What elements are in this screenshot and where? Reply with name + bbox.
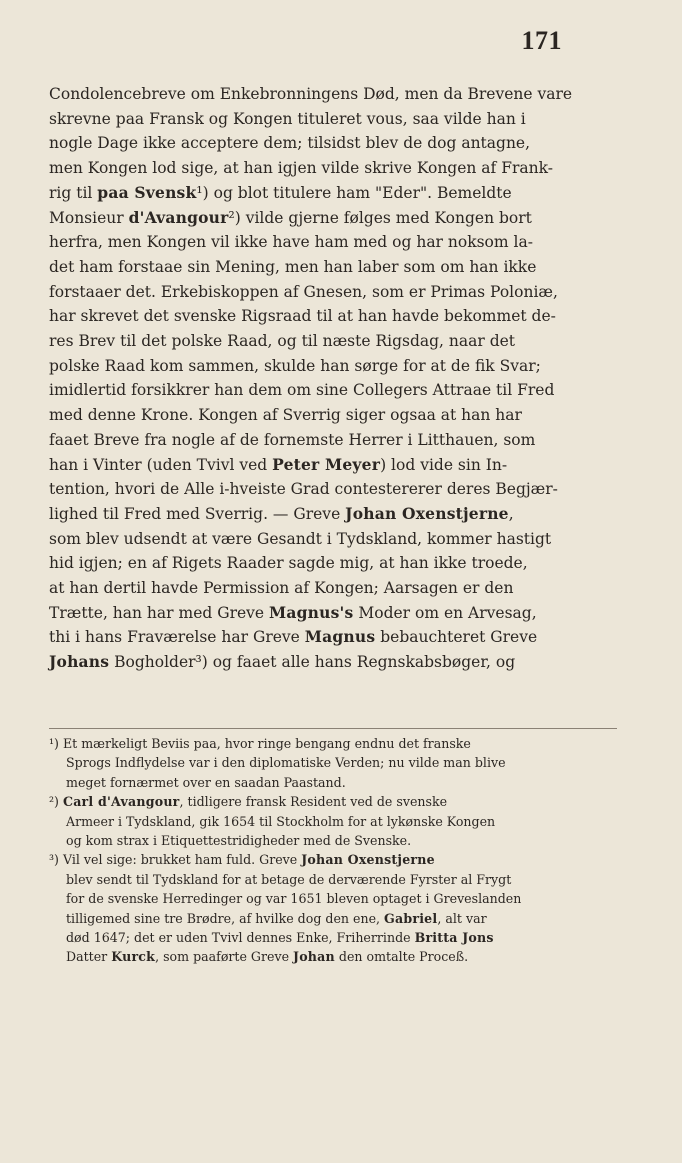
- text-run: Bogholder³) og faaet alle hans Regnskabsbøger, og: [109, 653, 516, 672]
- spaced-name: Magnus's: [269, 602, 354, 622]
- body-line: [49, 181, 617, 206]
- body-line: [49, 650, 617, 675]
- text-run: ³) Vil vel sige: brukket ham fuld. Greve: [49, 852, 302, 868]
- text-run: ²) vilde gjerne følges med Kongen bort: [228, 208, 532, 227]
- body-line: [49, 576, 617, 601]
- body-line: [49, 255, 617, 280]
- footnote-line: [49, 831, 617, 850]
- text-run: herfra, men Kongen vil ikke have ham med og har noksom la-: [49, 233, 533, 252]
- text-run: Trætte, han har med Greve: [49, 603, 270, 622]
- footnote-line: [49, 909, 617, 928]
- body-line: [49, 131, 617, 156]
- footnote-line: [49, 889, 617, 908]
- spaced-name: Kurck: [111, 949, 156, 965]
- text-run: den omtalte Proceß.: [334, 949, 469, 965]
- text-run: ²): [49, 794, 63, 810]
- text-run: ¹) Et mærkeligt Beviis paa, hvor ringe bengang endnu det franske: [49, 736, 471, 751]
- text-run: tilligemed sine tre Brødre, af hvilke dog den ene,: [66, 910, 385, 926]
- footnotes: [49, 734, 617, 967]
- text-run: ,: [508, 504, 514, 523]
- text-run: imidlertid forsikkrer han dem om sine Collegers Attraae til Fred: [49, 381, 555, 400]
- text-run: ¹) og blot titulere ham "Eder". Bemeldte: [196, 183, 512, 202]
- text-run: Armeer i Tydskland, gik 1654 til Stockholm for at lykønske Kongen: [66, 813, 496, 829]
- text-run: lighed til Fred med Sverrig. — Greve: [49, 504, 346, 523]
- text-run: tention, hvori de Alle i-hveiste Grad contestererer deres Begjær-: [49, 480, 558, 499]
- text-run: bebauchteret Greve: [375, 628, 538, 647]
- page-number: 171: [521, 26, 562, 55]
- text-run: han i Vinter (uden Tvivl ved: [49, 455, 273, 474]
- text-run: det ham forstaae sin Mening, men han laber som om han ikke: [49, 257, 537, 276]
- text-run: , alt var: [437, 910, 487, 926]
- spaced-name: Britta Jons: [414, 930, 494, 946]
- text-run: med denne Krone. Kongen af Sverrig siger ogsaa at han har: [49, 406, 522, 425]
- body-line: [49, 280, 617, 305]
- body-line: [49, 156, 617, 181]
- footnote-line: [49, 773, 617, 792]
- spaced-name: paa Svensk: [97, 182, 197, 202]
- spaced-name: Magnus: [304, 627, 376, 647]
- body-line: [49, 403, 617, 428]
- body-line: [49, 502, 617, 527]
- text-run: skrevne paa Fransk og Kongen tituleret vous, saa vilde han i: [49, 109, 526, 128]
- text-run: hid igjen; en af Rigets Raader sagde mig, at han ikke troede,: [49, 554, 528, 573]
- spaced-name: Johan Oxenstjerne: [301, 852, 435, 868]
- footnote-line: [49, 870, 617, 889]
- spaced-name: Johan Oxenstjerne: [345, 503, 509, 523]
- text-run: blev sendt til Tydskland for at betage de derværende Fyrster al Frygt: [66, 871, 512, 887]
- footnote-line: [49, 753, 617, 772]
- body-line: [49, 354, 617, 379]
- text-run: ) lod vide sin In-: [380, 455, 508, 474]
- text-run: men Kongen lod sige, at han igjen vilde skrive Kongen af Frank-: [49, 159, 553, 178]
- body-line: [49, 625, 617, 650]
- text-run: har skrevet det svenske Rigsraad til at han havde bekommet de-: [49, 307, 556, 326]
- body-line: [49, 551, 617, 576]
- text-run: rig til: [49, 183, 98, 202]
- footnote-line: [49, 947, 617, 966]
- text-run: res Brev til det polske Raad, og til næste Rigsdag, naar det: [49, 332, 516, 351]
- spaced-name: d'Avangour: [128, 207, 229, 227]
- body-line: [49, 82, 617, 107]
- text-run: , som paaførte Greve: [155, 949, 294, 965]
- body-line: [49, 230, 617, 255]
- spaced-name: Carl d'Avangour: [62, 794, 180, 810]
- body-line: [49, 304, 617, 329]
- text-run: thi i hans Fraværelse har Greve: [49, 628, 305, 647]
- footnote-line: [49, 792, 617, 811]
- text-run: , tidligere fransk Resident ved de svenske: [179, 794, 448, 810]
- body-line: [49, 453, 617, 478]
- text-run: og kom strax i Etiquettestridigheder med de Svenske.: [66, 833, 412, 849]
- footnote-line: [49, 928, 617, 947]
- footnote-rule: [49, 728, 617, 729]
- text-run: Condolencebreve om Enkebronningens Død, men da Brevene vare: [49, 85, 573, 103]
- body-line: [49, 601, 617, 626]
- text-run: død 1647; det er uden Tvivl dennes Enke, Friherrinde: [66, 930, 415, 946]
- text-run: faaet Breve fra nogle af de fornemste Herrer i Litthauen, som: [49, 430, 536, 449]
- footnote-line: [49, 812, 617, 831]
- text-run: Sprogs Indflydelse var i den diplomatiske Verden; nu vilde man blive: [66, 755, 506, 771]
- body-line: [49, 477, 617, 502]
- text-run: at han dertil havde Permission af Kongen; Aarsagen er den: [49, 579, 514, 598]
- body-line: [49, 107, 617, 132]
- spaced-name: Peter Meyer: [272, 454, 381, 474]
- text-run: Datter: [66, 949, 112, 965]
- footnote-line: [49, 734, 617, 753]
- main-text: [49, 82, 617, 675]
- spaced-name: Gabriel: [384, 910, 438, 926]
- text-run: nogle Dage ikke acceptere dem; tilsidst blev de dog antagne,: [49, 134, 531, 153]
- body-line: [49, 527, 617, 552]
- text-run: som blev udsendt at være Gesandt i Tydskland, kommer hastigt: [49, 529, 552, 548]
- text-run: Monsieur: [49, 208, 129, 227]
- body-line: [49, 378, 617, 403]
- body-line: [49, 428, 617, 453]
- footnote-line: [49, 850, 617, 869]
- text-run: meget fornærmet over en saadan Paastand.: [66, 774, 346, 790]
- text-run: polske Raad kom sammen, skulde han sørge for at de fik Svar;: [49, 356, 541, 375]
- text-run: Moder om en Arvesag,: [353, 603, 537, 622]
- body-line: [49, 329, 617, 354]
- body-line: [49, 206, 617, 231]
- text-run: forstaaer det. Erkebiskoppen af Gnesen, som er Primas Poloniæ,: [49, 282, 558, 301]
- spaced-name: Johans: [49, 652, 110, 672]
- spaced-name: Johan: [293, 949, 335, 965]
- text-run: for de svenske Herredinger og var 1651 bleven optaget i Greveslanden: [66, 891, 522, 907]
